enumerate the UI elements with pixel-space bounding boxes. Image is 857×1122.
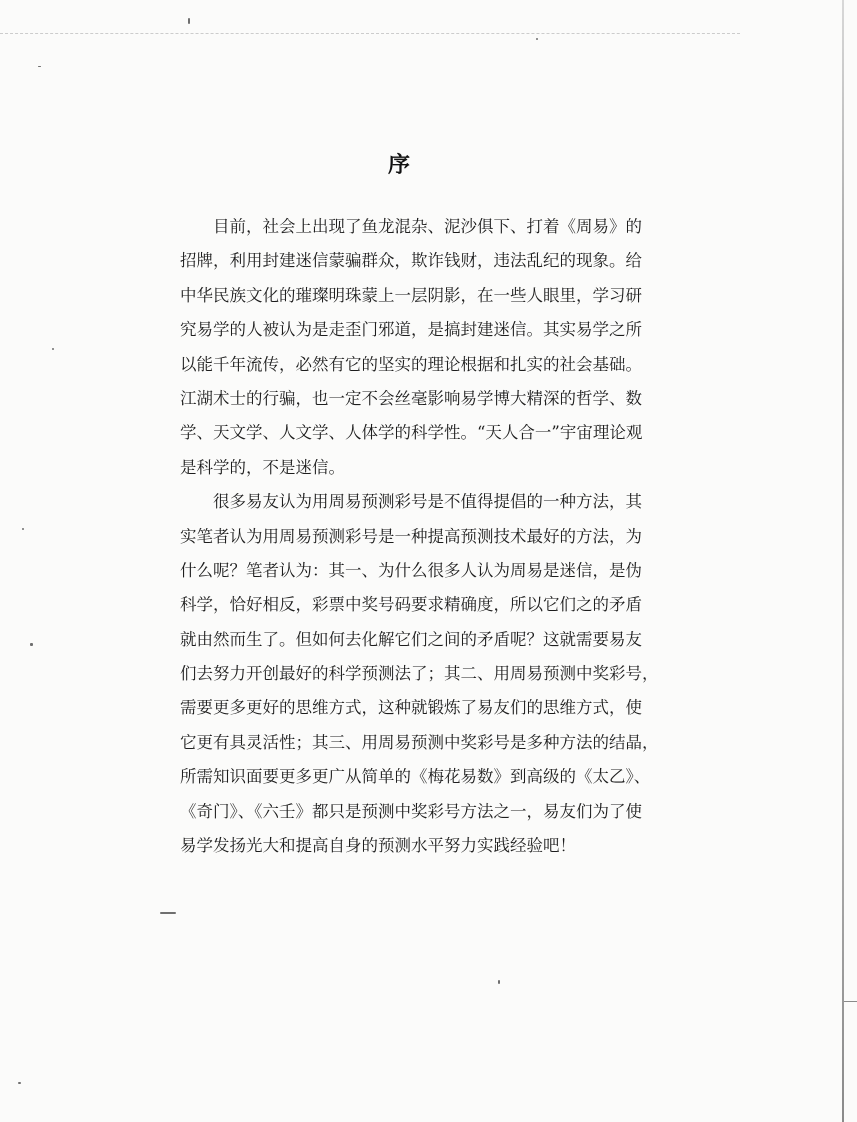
paragraph-2 <box>180 485 659 863</box>
scan-speck <box>160 912 176 914</box>
paragraph-line: 需要更多更好的思维方式，这种就锻炼了易友们的思维方式，使 <box>180 698 642 718</box>
scan-speck <box>22 528 24 530</box>
paragraph-line: 以能千年流传，必然有它的坚实的理论根据和扎实的社会基础。 <box>180 354 642 374</box>
page-title: 序 <box>387 152 412 178</box>
paragraph-line: 易学发扬光大和提高自身的预测水平努力实践经验吧！ <box>180 836 576 856</box>
paragraph-line: 所需知识面要更多更广从简单的《梅花易数》到高级的《太乙》、 <box>180 767 651 787</box>
paragraph-line: 很多易友认为用周易预测彩号是不值得提倡的一种方法，其 <box>213 492 642 512</box>
preface-body <box>180 210 659 863</box>
paragraph-line: 什么呢？笔者认为：其一、为什么很多人认为周易是迷信，是伪 <box>180 560 642 580</box>
paragraph-line: 中华民族文化的璀璨明珠蒙上一层阴影，在一些人眼里，学习研 <box>180 285 642 305</box>
paragraph-line: 学、天文学、人文学、人体学的科学性。“天人合一”宇宙理论观 <box>180 423 643 443</box>
scan-artifact-right-edge <box>842 0 844 1122</box>
paragraph-line: 《奇门》、《六壬》都只是预测中奖彩号方法之一，易友们为了使 <box>180 801 642 821</box>
paragraph-line: 们去努力开创最好的科学预测法了；其二、用周易预测中奖彩号， <box>180 664 659 684</box>
scan-speck <box>38 66 41 67</box>
scan-speck <box>18 1082 21 1084</box>
paragraph-line: 是科学的，不是迷信。 <box>180 457 345 477</box>
scan-speck <box>536 38 538 40</box>
paragraph-line: 江湖术士的行骗，也一定不会丝毫影响易学博大精深的哲学、数 <box>180 388 642 408</box>
scan-speck <box>498 980 500 984</box>
paragraph-line: 招牌，利用封建迷信蒙骗群众，欺诈钱财，违法乱纪的现象。给 <box>180 251 642 271</box>
paragraph-line: 就由然而生了。但如何去化解它们之间的矛盾呢？这就需要易友 <box>180 629 642 649</box>
paragraph-line: 实笔者认为用周易预测彩号是一种提高预测技术最好的方法，为 <box>180 526 642 546</box>
paragraph-1 <box>180 210 643 485</box>
scan-speck <box>30 643 33 646</box>
paragraph-line: 科学，恰好相反，彩票中奖号码要求精确度，所以它们之的矛盾 <box>180 595 642 615</box>
scan-speck <box>188 18 190 24</box>
paragraph-line: 目前，社会上出现了鱼龙混杂、泥沙俱下、打着《周易》的 <box>213 217 642 236</box>
scan-speck <box>52 348 54 350</box>
scan-artifact-right-tick <box>844 1001 857 1002</box>
scan-artifact-top-rule <box>0 33 740 34</box>
paragraph-line: 究易学的人被认为是走歪门邪道，是搞封建迷信。其实易学之所 <box>180 320 642 340</box>
paragraph-line: 它更有具灵活性；其三、用周易预测中奖彩号是多种方法的结晶， <box>180 732 659 752</box>
